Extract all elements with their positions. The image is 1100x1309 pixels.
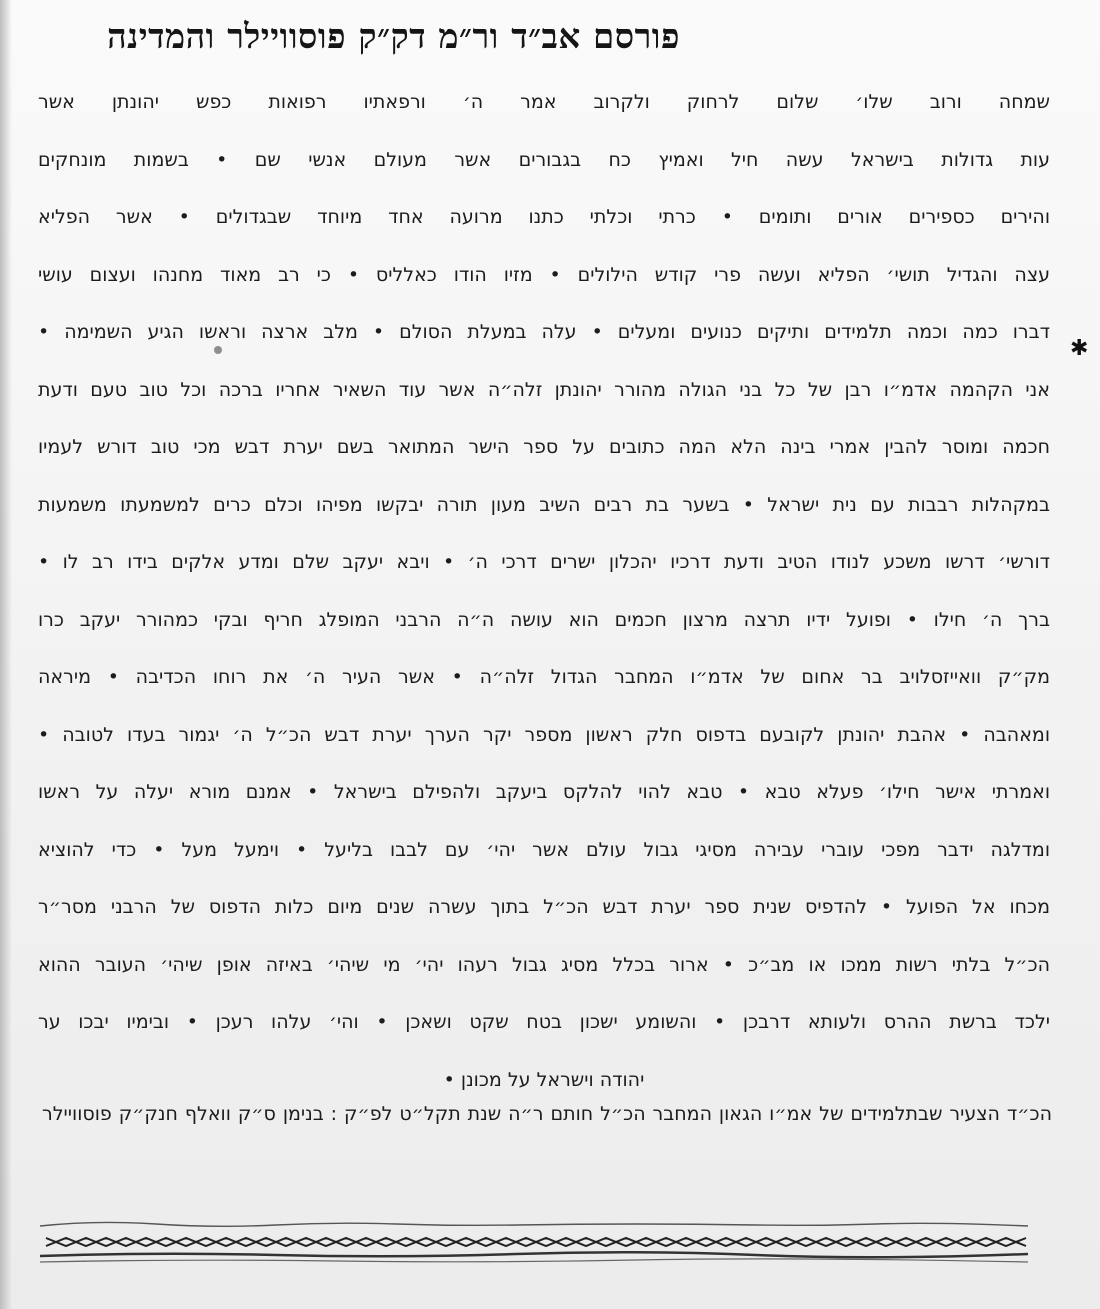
document-body	[38, 74, 1050, 1109]
text-line: חכמה ומוסר להבין אמרי בינה הלא המה כתובים על ספר הישר המתואר בשם יערת דבש מכי טוב דורש לעמיו	[38, 436, 1050, 458]
ink-spot	[214, 346, 222, 354]
text-line: ברך ה׳ חילו • ופועל ידיו תרצה מרצון חכמים הוא עושה ה״ה הרבני המופלג חריף ובקי כמהורר יעקב כרו	[38, 608, 1050, 631]
text-line: עות גדולות בישראל עשה חיל ואמיץ כח בגבורים אשר מעולם אנשי שם • בשמות מונחקים	[38, 148, 1050, 171]
text-line: ומדלגה ידבר מפכי עוברי עבירה מסיגי גבול עולם אשר יהי׳ עם לבבו בליעל • וימעל מעל • כדי להוציא	[38, 838, 1050, 861]
text-line: ומאהבה • אהבת יהונתן לקובעם בדפוס חלק ראשון מספר יקר הערך יערת דבש הכ״ל ה׳ יגמור בעדו לטובה •	[38, 723, 1050, 746]
text-line: עצה והגדיל תושי׳ הפליא ועשה פרי קודש הילולים • מזיו הודו כאלליס • כי רב מאוד מחנהו ועצום עושי	[38, 263, 1050, 286]
text-line-closing: יהודה וישראל על מכונן •	[443, 1068, 645, 1091]
text-line: דורשי׳ דרשו משכע לנודו הטיב ודעת דרכיו יהכלון ישרים דרכי ה׳ • ויבא יעקב שלם ומדע אלקים בידו רב לו •	[38, 551, 1050, 573]
text-line: מק״ק וואייזסלויב בר אחום של אדמ״ו המחבר הגדול זלה״ה • אשר העיר ה׳ את רוחו הכדיבה • מיראה	[38, 666, 1050, 688]
scan-edge-shadow	[0, 0, 12, 1309]
text-line: הכ״ל בלתי רשות ממכו או מב״כ • ארור בכלל מסיג גבול רעהו יהי׳ מי שיהי׳ באיזה אופן שיהי׳ העובר ההוא	[38, 953, 1050, 976]
signature-line: הכ״ד הצעיר שבתלמידים של אמ״ו הגאון המחבר הכ״ל חותם ר״ה שנת תקל״ט לפ״ק : בנימן ס״ק וואלף חנק״ק פוסוויילר	[42, 1103, 1052, 1125]
chain-pattern	[46, 1238, 1026, 1246]
margin-ornament-icon: ✱	[1070, 336, 1089, 361]
text-line: מכחו אל הפועל • להדפיס שנית ספר יערת דבש הכ״ל בתוך עשרה שנים מיום כלות הדפוס של הרבני מסר״ר	[38, 896, 1050, 918]
text-line: והירים כספירים אורים ותומים • כרתי וכלתי כתנו מרועה אחד מיוחד שבגדולים • אשר הפליא	[38, 206, 1050, 228]
decorative-border	[36, 1218, 1032, 1266]
text-line: ילכד ברשת ההרס ולעותא דרבכן • והשומע ישכון בטח שקט ושאכן • והי׳ עלהו רעכן • ובימיו יבכו ער	[38, 1011, 1050, 1033]
text-line: דברו כמה וכמה תלמידים ותיקים כנועים ומעלים • עלה במעלת הסולם • מלב ארצה וראשו הגיע השמימה •	[38, 321, 1050, 343]
text-line: שמחה ורוב שלו׳ שלום לרחוק ולקרוב אמר ה׳ ורפאתיו רפואות כפש יהונתן אשר	[38, 91, 1050, 113]
text-line: במקהלות רבבות עם נית ישראל • בשער בת רבים השיב מעון תורה יבקשו מפיהו וכלם כרים למשמעתו משמעות	[38, 493, 1050, 516]
text-line: ואמרתי אישר חילו׳ פעלא טבא • טבא להוי להלקס ביעקב ולהפילם בישראל • אמנם מורא יעלה על ראשו	[38, 781, 1050, 803]
document-heading: פורסם אב״ד ור״מ דק״ק פוסוויילר והמדינה	[107, 17, 680, 57]
text-line: אני הקהמה אדמ״ו רבן של כל בני הגולה מהורר יהונתן זלה״ה אשר עוד השאיר אחריו ברכה וכל טוב טעם ודעת	[38, 378, 1050, 401]
